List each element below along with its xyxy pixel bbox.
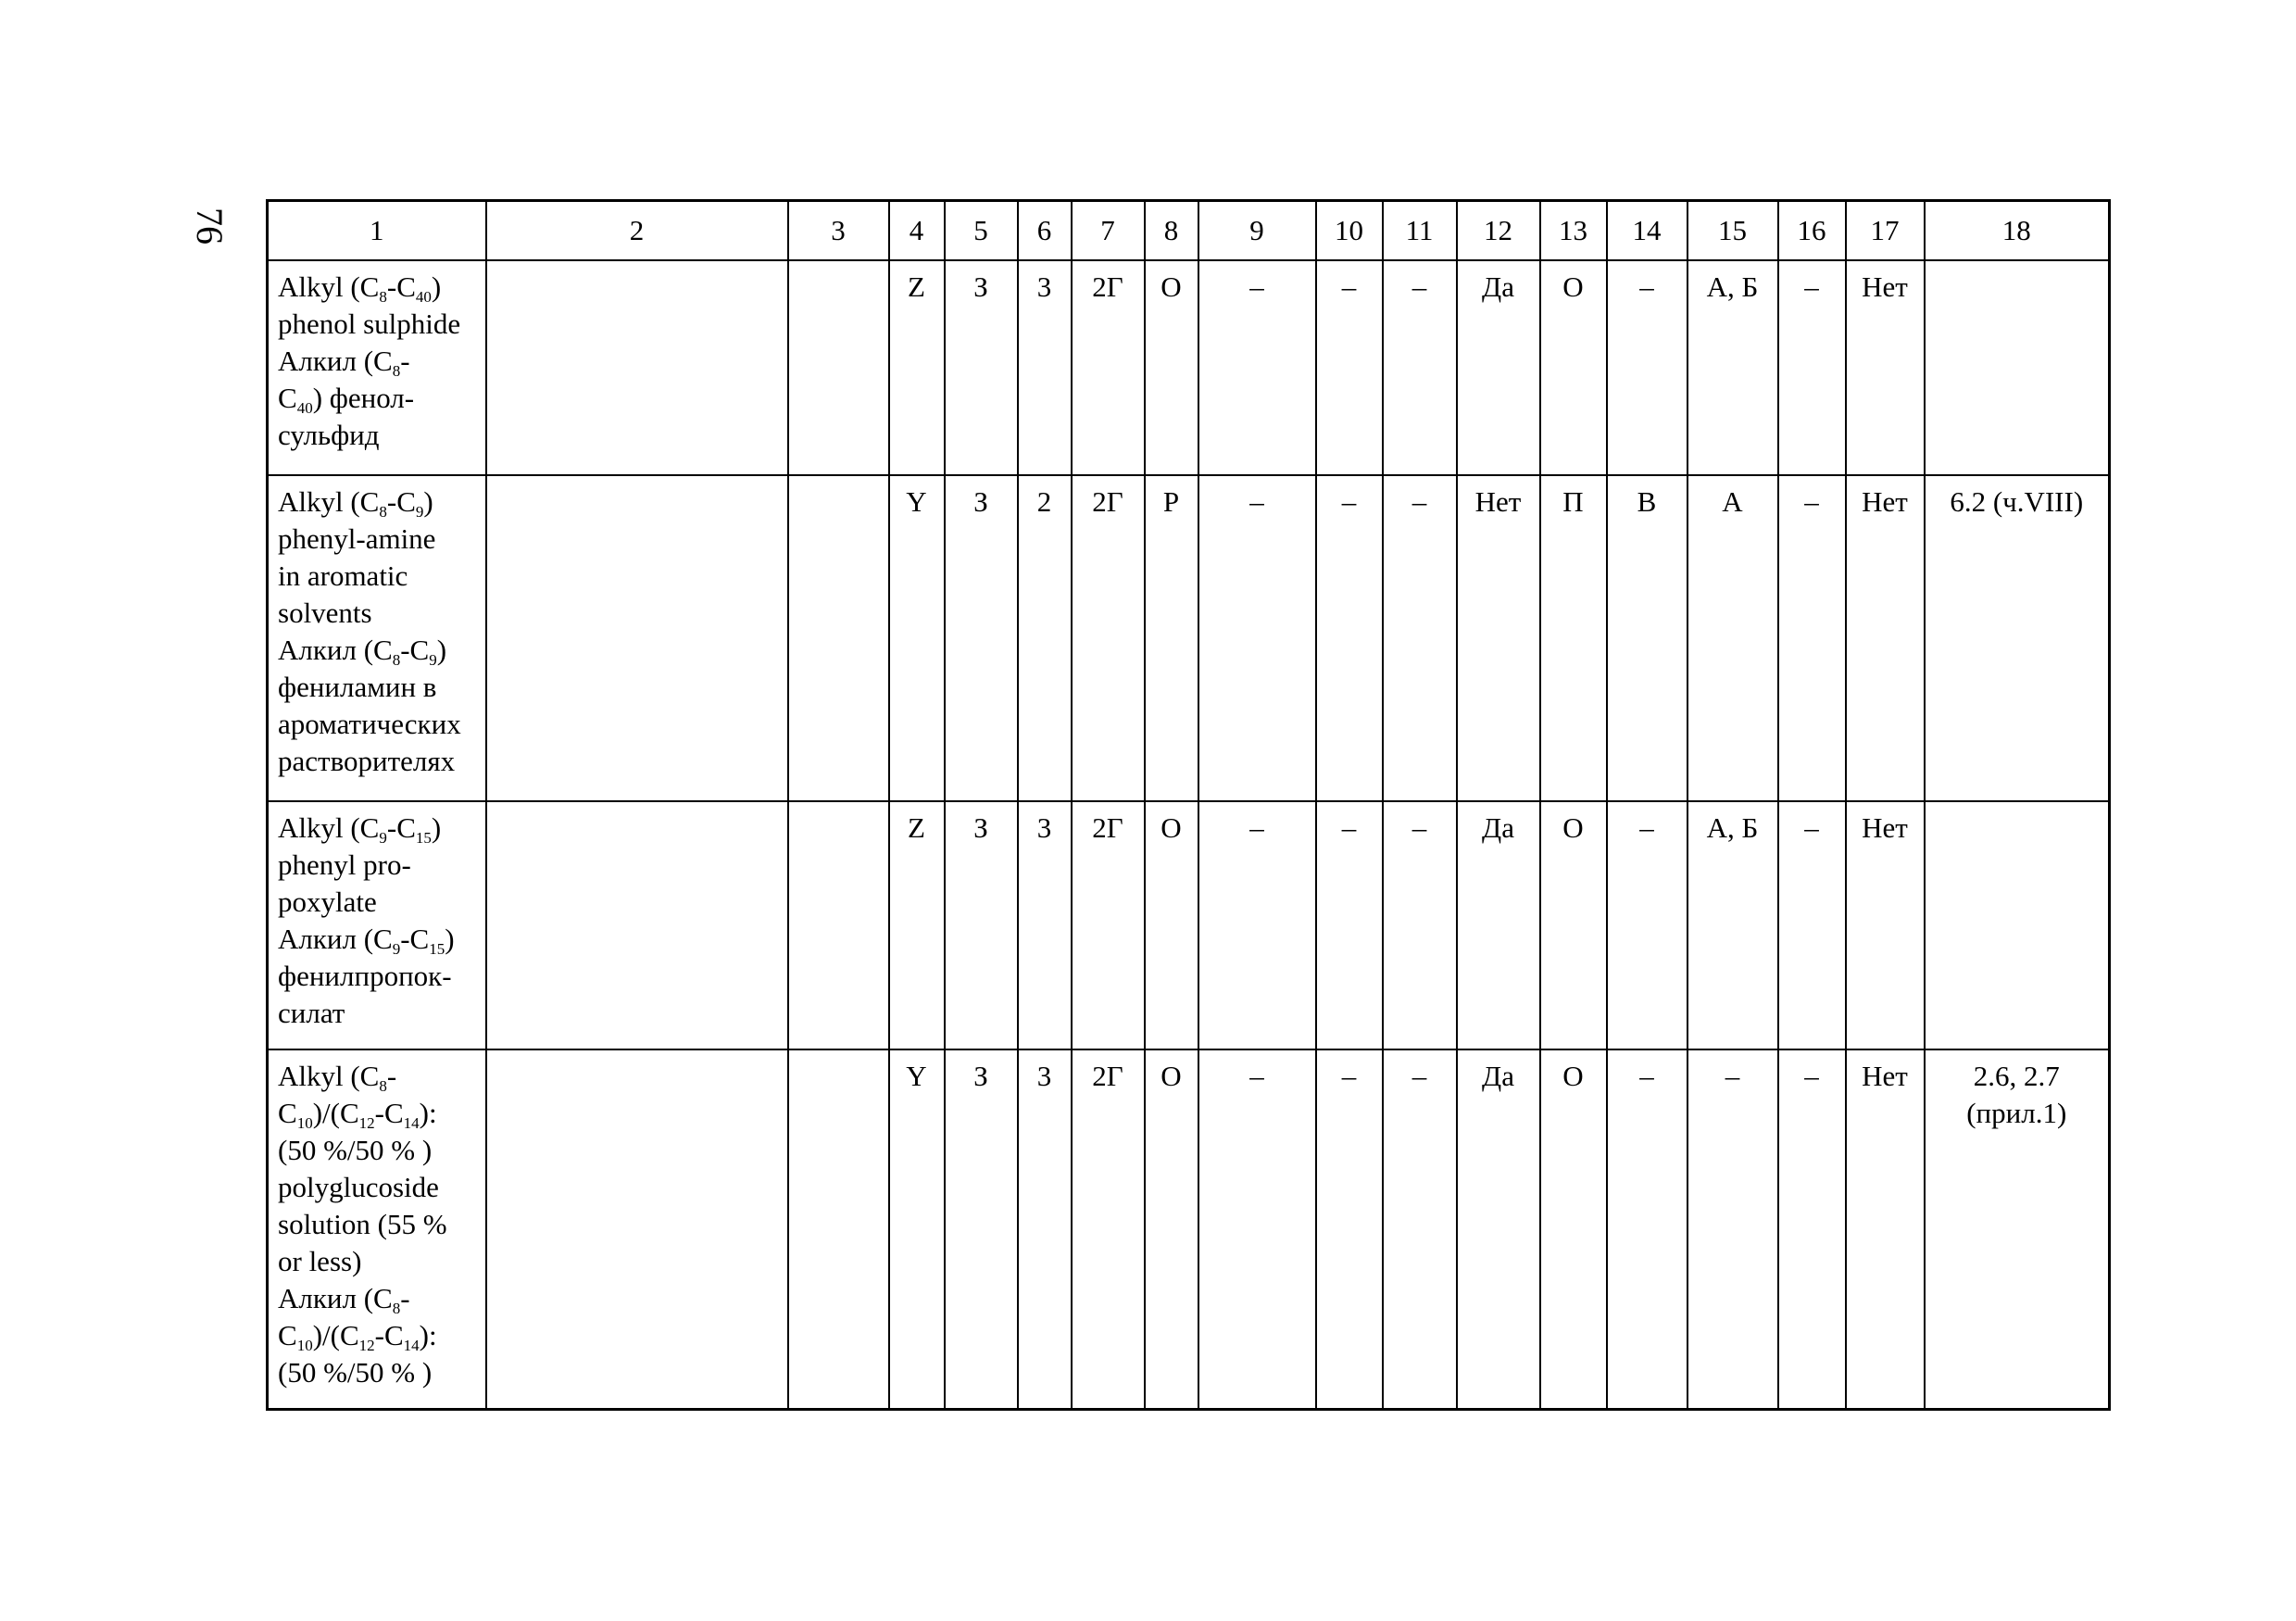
column-header-14: 14 [1607,201,1687,261]
name-text: ) [423,485,433,518]
subscript: 9 [379,829,387,847]
column-header-1: 1 [268,201,486,261]
subscript: 14 [403,1337,420,1354]
cell-col-17: Нет [1846,801,1925,1049]
substance-name-line [278,995,482,1032]
cell-col-11: – [1383,475,1457,801]
name-text: Alkyl (C [278,485,380,518]
name-text: силат [278,997,345,1029]
cell-col-10: – [1316,801,1383,1049]
name-text: -C [386,270,416,303]
name-text: )/(C [312,1319,359,1351]
cell-col-8: О [1145,801,1198,1049]
subscript: 10 [296,1114,313,1132]
cell-col-11: – [1383,801,1457,1049]
column-header-5: 5 [945,201,1018,261]
subscript: 14 [403,1114,420,1132]
substance-name-line [278,1206,482,1243]
column-header-7: 7 [1072,201,1145,261]
subscript: 15 [415,829,432,847]
cell-col-18: 2.6, 2.7 (прил.1) [1925,1049,2110,1410]
column-header-18: 18 [1925,201,2110,261]
name-text: фениламин в [278,671,437,703]
cell-col-16: – [1778,475,1846,801]
name-text: phenol sulphide [278,308,461,340]
name-text: фенилпропок- [278,960,452,992]
name-text: polyglucoside [278,1171,439,1203]
table-row [268,801,2110,1049]
column-header-2: 2 [486,201,788,261]
cell-col-6: 3 [1018,1049,1072,1410]
cell-col-4: Z [889,801,945,1049]
subscript: 8 [392,651,401,669]
column-header-4: 4 [889,201,945,261]
cell-col-14: В [1607,475,1687,801]
name-text: -C [400,634,430,666]
cell-col-5: З [945,1049,1018,1410]
name-text: Алкил (C [278,345,393,377]
name-text: or less) [278,1245,362,1277]
cell-col-12: Да [1457,260,1540,475]
subscript: 9 [415,503,424,521]
cell-col-12: Нет [1457,475,1540,801]
cell-col-13: О [1540,1049,1607,1410]
cell-col-12: Да [1457,1049,1540,1410]
substance-name-line [278,521,482,558]
cell-col-17: Нет [1846,475,1925,801]
name-text: ) [436,634,447,666]
name-text: ароматических [278,708,461,740]
cell-col-2 [486,475,788,801]
cell-col-5: З [945,260,1018,475]
cell-col-15: А, Б [1687,801,1778,1049]
cell-col-3 [788,801,889,1049]
substance-name-line [278,595,482,632]
cell-col-16: – [1778,801,1846,1049]
substance-name-cell [268,1049,486,1410]
cell-col-13: О [1540,260,1607,475]
name-text: Алкил (C [278,634,393,666]
column-header-9: 9 [1198,201,1316,261]
subscript: 8 [392,1300,401,1317]
name-text: ) [431,811,442,844]
cell-col-13: П [1540,475,1607,801]
cell-col-2 [486,801,788,1049]
substance-name-line [278,743,482,780]
cell-col-14: – [1607,1049,1687,1410]
cell-col-10: – [1316,1049,1383,1410]
column-header-10: 10 [1316,201,1383,261]
cell-col-11: – [1383,1049,1457,1410]
cell-col-8: О [1145,1049,1198,1410]
cell-col-13: О [1540,801,1607,1049]
cell-col-6: 2 [1018,475,1072,801]
table-row [268,1049,2110,1410]
substance-name-line [278,1317,482,1354]
cell-col-6: 3 [1018,260,1072,475]
table-row [268,260,2110,475]
name-text: -C [386,485,416,518]
substance-name-line [278,1169,482,1206]
subscript: 8 [392,362,401,380]
cell-col-15: – [1687,1049,1778,1410]
cell-col-8: Р [1145,475,1198,801]
cell-col-6: 3 [1018,801,1072,1049]
substance-name-line [278,921,482,958]
substance-name-line [278,558,482,595]
name-text: C [278,1097,297,1129]
substance-table [266,199,2111,1411]
column-header-16: 16 [1778,201,1846,261]
name-text: C [278,1319,297,1351]
name-text: solvents [278,597,372,629]
name-text: растворителях [278,745,456,777]
subscript: 8 [379,503,387,521]
substance-name-line [278,1058,482,1095]
name-text: Alkyl (C [278,1060,380,1092]
subscript: 40 [296,399,313,417]
subscript: 9 [392,940,401,958]
name-text: ): [419,1319,437,1351]
name-text: C [278,382,297,414]
substance-name-line [278,484,482,521]
cell-col-16: – [1778,260,1846,475]
substance-name-line [278,1354,482,1391]
name-text: poxylate [278,886,377,918]
subscript: 9 [429,651,437,669]
header-row [268,201,2110,261]
cell-col-7: 2Г [1072,801,1145,1049]
cell-col-17: Нет [1846,1049,1925,1410]
cell-col-7: 2Г [1072,1049,1145,1410]
cell-col-15: А [1687,475,1778,801]
column-header-17: 17 [1846,201,1925,261]
name-text: Алкил (C [278,1282,393,1314]
name-text: phenyl pro- [278,848,411,881]
name-text: - [400,345,410,377]
name-text: - [400,1282,410,1314]
substance-name-line [278,669,482,706]
name-text: ): [419,1097,437,1129]
substance-name-line [278,810,482,847]
column-header-11: 11 [1383,201,1457,261]
column-header-3: 3 [788,201,889,261]
substance-name-line [278,884,482,921]
cell-col-18 [1925,801,2110,1049]
substance-name-line [278,1243,482,1280]
table-row [268,475,2110,801]
substance-name-cell [268,475,486,801]
substance-name-line [278,343,482,380]
name-text: )/(C [312,1097,359,1129]
cell-col-3 [788,475,889,801]
column-header-6: 6 [1018,201,1072,261]
cell-col-4: Y [889,475,945,801]
cell-col-7: 2Г [1072,260,1145,475]
cell-col-9: – [1198,1049,1316,1410]
cell-col-8: О [1145,260,1198,475]
cell-col-5: З [945,801,1018,1049]
table-body [268,201,2110,1410]
subscript: 8 [379,1077,387,1095]
subscript: 10 [296,1337,313,1354]
column-header-15: 15 [1687,201,1778,261]
cell-col-3 [788,1049,889,1410]
name-text: сульфид [278,419,380,451]
cell-col-2 [486,1049,788,1410]
substance-name-line [278,1132,482,1169]
cell-col-12: Да [1457,801,1540,1049]
name-text: (50 %/50 % ) [278,1356,433,1389]
substance-name-line [278,958,482,995]
cell-col-4: Y [889,1049,945,1410]
cell-col-7: 2Г [1072,475,1145,801]
subscript: 15 [429,940,445,958]
substance-name-line [278,380,482,417]
cell-col-4: Z [889,260,945,475]
name-text: ) [431,270,442,303]
name-text: (50 %/50 % ) [278,1134,433,1166]
name-text: -C [374,1319,404,1351]
cell-col-17: Нет [1846,260,1925,475]
cell-col-5: З [945,475,1018,801]
cell-col-11: – [1383,260,1457,475]
page-number: 76 [189,207,231,245]
substance-name-line [278,417,482,454]
name-text: ) фенол- [312,382,415,414]
name-text: -C [400,923,430,955]
name-text: Alkyl (C [278,270,380,303]
name-text: -C [386,811,416,844]
name-text: phenyl-amine [278,522,436,555]
subscript: 40 [415,288,432,306]
cell-col-2 [486,260,788,475]
name-text: Alkyl (C [278,811,380,844]
name-text: - [386,1060,397,1092]
cell-col-14: – [1607,260,1687,475]
cell-col-9: – [1198,475,1316,801]
cell-col-18: 6.2 (ч.VIII) [1925,475,2110,801]
name-text: ) [445,923,455,955]
cell-col-14: – [1607,801,1687,1049]
substance-name-line [278,1280,482,1317]
name-text: in aromatic [278,559,408,592]
substance-name-cell [268,801,486,1049]
substance-name-line [278,847,482,884]
substance-name-cell [268,260,486,475]
cell-col-10: – [1316,260,1383,475]
subscript: 8 [379,288,387,306]
subscript: 12 [358,1337,375,1354]
subscript: 12 [358,1114,375,1132]
substance-name-line [278,306,482,343]
column-header-13: 13 [1540,201,1607,261]
column-header-8: 8 [1145,201,1198,261]
cell-col-9: – [1198,260,1316,475]
cell-col-15: А, Б [1687,260,1778,475]
name-text: solution (55 % [278,1208,447,1240]
substance-name-line [278,1095,482,1132]
cell-col-9: – [1198,801,1316,1049]
substance-name-line [278,632,482,669]
column-header-12: 12 [1457,201,1540,261]
substance-name-line [278,706,482,743]
substance-name-line [278,269,482,306]
name-text: Алкил (C [278,923,393,955]
name-text: -C [374,1097,404,1129]
cell-col-10: – [1316,475,1383,801]
cell-col-3 [788,260,889,475]
cell-col-16: – [1778,1049,1846,1410]
cell-col-18 [1925,260,2110,475]
